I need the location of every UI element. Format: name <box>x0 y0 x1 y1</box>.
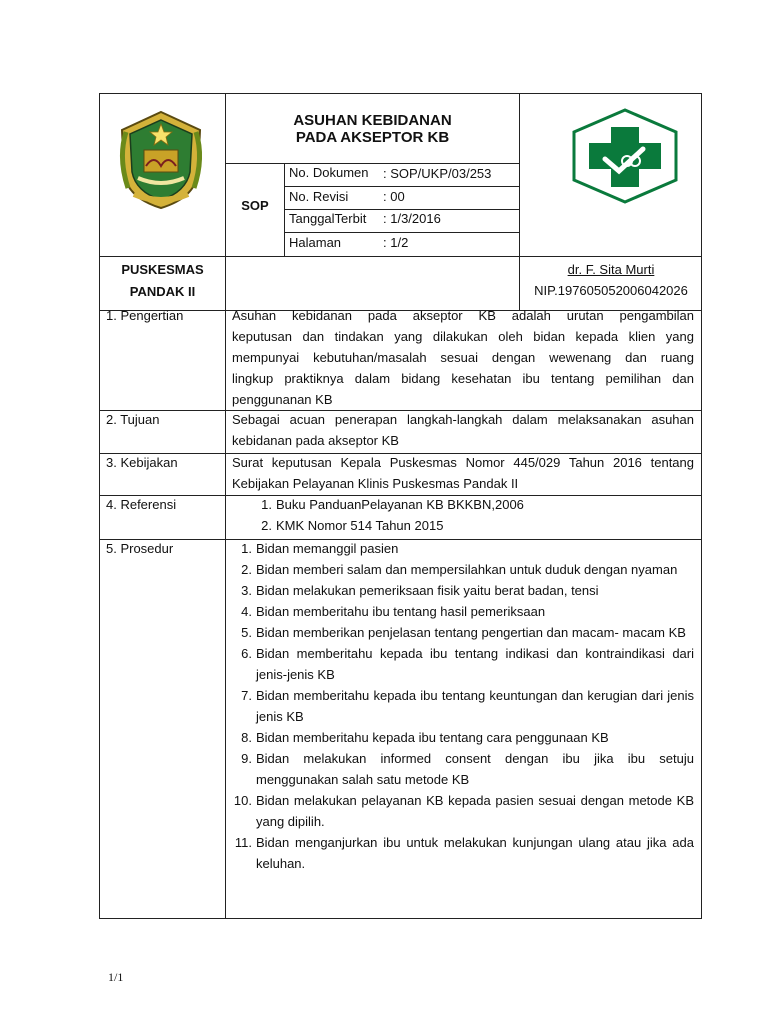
section-body-prosedur <box>230 538 694 874</box>
divider <box>225 310 226 919</box>
list-text: Bidan memberitahu kepada ibu tentang indikasi dan kontraindikasi dari jenis-jenis KB <box>256 646 694 682</box>
list-number: 7. <box>241 688 252 703</box>
list-number: 6. <box>241 646 252 661</box>
list-item <box>250 494 690 515</box>
list-text: Bidan memanggil pasien <box>256 541 399 556</box>
list-text: Bidan memberi salam dan mempersilahkan untuk duduk dengan nyaman <box>256 562 678 577</box>
text-line: kebidanan pada akseptor KB <box>232 433 399 448</box>
institution-line-1: PUSKESMAS <box>121 262 204 277</box>
list-number: 10. <box>233 793 252 808</box>
list-text: Bidan memberikan penjelasan tentang pengertian dan macam- macam KB <box>256 625 686 640</box>
list-item <box>230 685 694 727</box>
list-text: Bidan menganjurkan ibu untuk melakukan kunjungan ulang atau jika ada keluhan. <box>256 835 694 871</box>
text-line: Surat keputusan Kepala Puskesmas Nomor 445/029 Tahun 2016 tentang <box>232 455 694 470</box>
divider <box>99 256 702 257</box>
text-line: lingkup praktiknya dalam bidang kesehatan ibu tentang pemilihan dan <box>232 371 694 386</box>
list-number: 11. <box>234 835 252 850</box>
list-number: 1. <box>241 541 252 556</box>
doc-row-label: TanggalTerbit <box>289 211 367 226</box>
list-item <box>230 601 694 622</box>
list-number: 5. <box>241 625 252 640</box>
list-item <box>230 748 694 790</box>
section-body-referensi <box>250 494 690 536</box>
list-item <box>230 538 694 559</box>
list-text: Bidan melakukan informed consent dengan ibu jika ibu setuju menggunakan salah satu metode KB <box>256 751 694 787</box>
doc-row-label: No. Dokumen <box>289 165 369 180</box>
doc-row-label: No. Revisi <box>289 189 349 204</box>
title-line-2: PADA AKSEPTOR KB <box>295 129 450 146</box>
list-text: Bidan memberitahu ibu tentang hasil pemeriksaan <box>256 604 546 619</box>
list-text: Bidan memberitahu kepada ibu tentang cara penggunaan KB <box>256 730 609 745</box>
list-number: 8. <box>241 730 252 745</box>
doc-row-value: : 1/2 <box>383 235 409 250</box>
sop-label: SOP <box>241 198 269 213</box>
section-body-tujuan <box>232 409 694 451</box>
section-label-referensi: 4. Referensi <box>106 497 177 512</box>
list-item <box>230 727 694 748</box>
regional-logo <box>114 108 208 212</box>
list-item <box>230 643 694 685</box>
list-item <box>230 790 694 832</box>
text-line: mempunyai kebutuhan/masalah sesuai dengan wewenang dan ruang <box>232 350 694 365</box>
document-title <box>226 112 519 146</box>
section-label-tujuan: 2. Tujuan <box>106 412 160 427</box>
doc-row-value: : SOP/UKP/03/253 <box>383 166 492 181</box>
text-line: Asuhan kebidanan pada akseptor KB adalah urutan pengambilan <box>232 308 694 323</box>
text-line: Kebijakan Pelayanan Klinis Puskesmas Pandak II <box>232 476 519 491</box>
list-text: Bidan memberitahu kepada ibu tentang keuntungan dan kerugian dari jenis jenis KB <box>256 688 694 724</box>
doc-row-value: : 1/3/2016 <box>383 211 441 226</box>
list-text: Bidan melakukan pemeriksaan fisik yaitu berat badan, tensi <box>256 583 599 598</box>
list-number: 1. <box>261 497 272 512</box>
section-body-kebijakan <box>232 452 694 494</box>
section-label-pengertian: 1. Pengertian <box>106 308 184 323</box>
list-number: 4. <box>241 604 252 619</box>
list-item <box>250 515 690 536</box>
list-number: 2. <box>261 518 272 533</box>
text-line: keputusan dan tindakan yang dilakukan oleh bidan kepada klien yang <box>232 329 694 344</box>
text-line: Sebagai acuan penerapan langkah-langkah dalam melaksanakan asuhan <box>232 412 694 427</box>
list-item <box>230 559 694 580</box>
signer-name: dr. F. Sita Murti <box>567 262 655 277</box>
doc-row-value: : 00 <box>383 189 405 204</box>
list-number: 3. <box>241 583 252 598</box>
institution-name <box>100 259 225 303</box>
signer-block <box>520 259 702 301</box>
title-line-1: ASUHAN KEBIDANAN <box>293 112 452 129</box>
section-body-pengertian <box>232 305 694 410</box>
list-number: 9. <box>241 751 252 766</box>
page-number: 1/1 <box>108 970 124 984</box>
text-line: penggunanan KB <box>232 392 333 407</box>
list-text: Buku PanduanPelayanan KB BKKBN,2006 <box>276 497 524 512</box>
list-text: KMK Nomor 514 Tahun 2015 <box>276 518 444 533</box>
list-item <box>230 832 694 874</box>
list-text: Bidan melakukan pelayanan KB kepada pasien sesuai dengan metode KB yang dipilih. <box>256 793 694 829</box>
signer-nip: NIP.197605052006042026 <box>534 283 688 298</box>
health-cross-logo <box>561 107 689 205</box>
section-label-prosedur: 5. Prosedur <box>106 541 174 556</box>
section-label-kebijakan: 3. Kebijakan <box>106 455 178 470</box>
list-item <box>230 580 694 601</box>
list-number: 2. <box>241 562 252 577</box>
institution-line-2: PANDAK II <box>129 284 196 299</box>
doc-row-label: Halaman <box>289 235 342 250</box>
list-item <box>230 622 694 643</box>
